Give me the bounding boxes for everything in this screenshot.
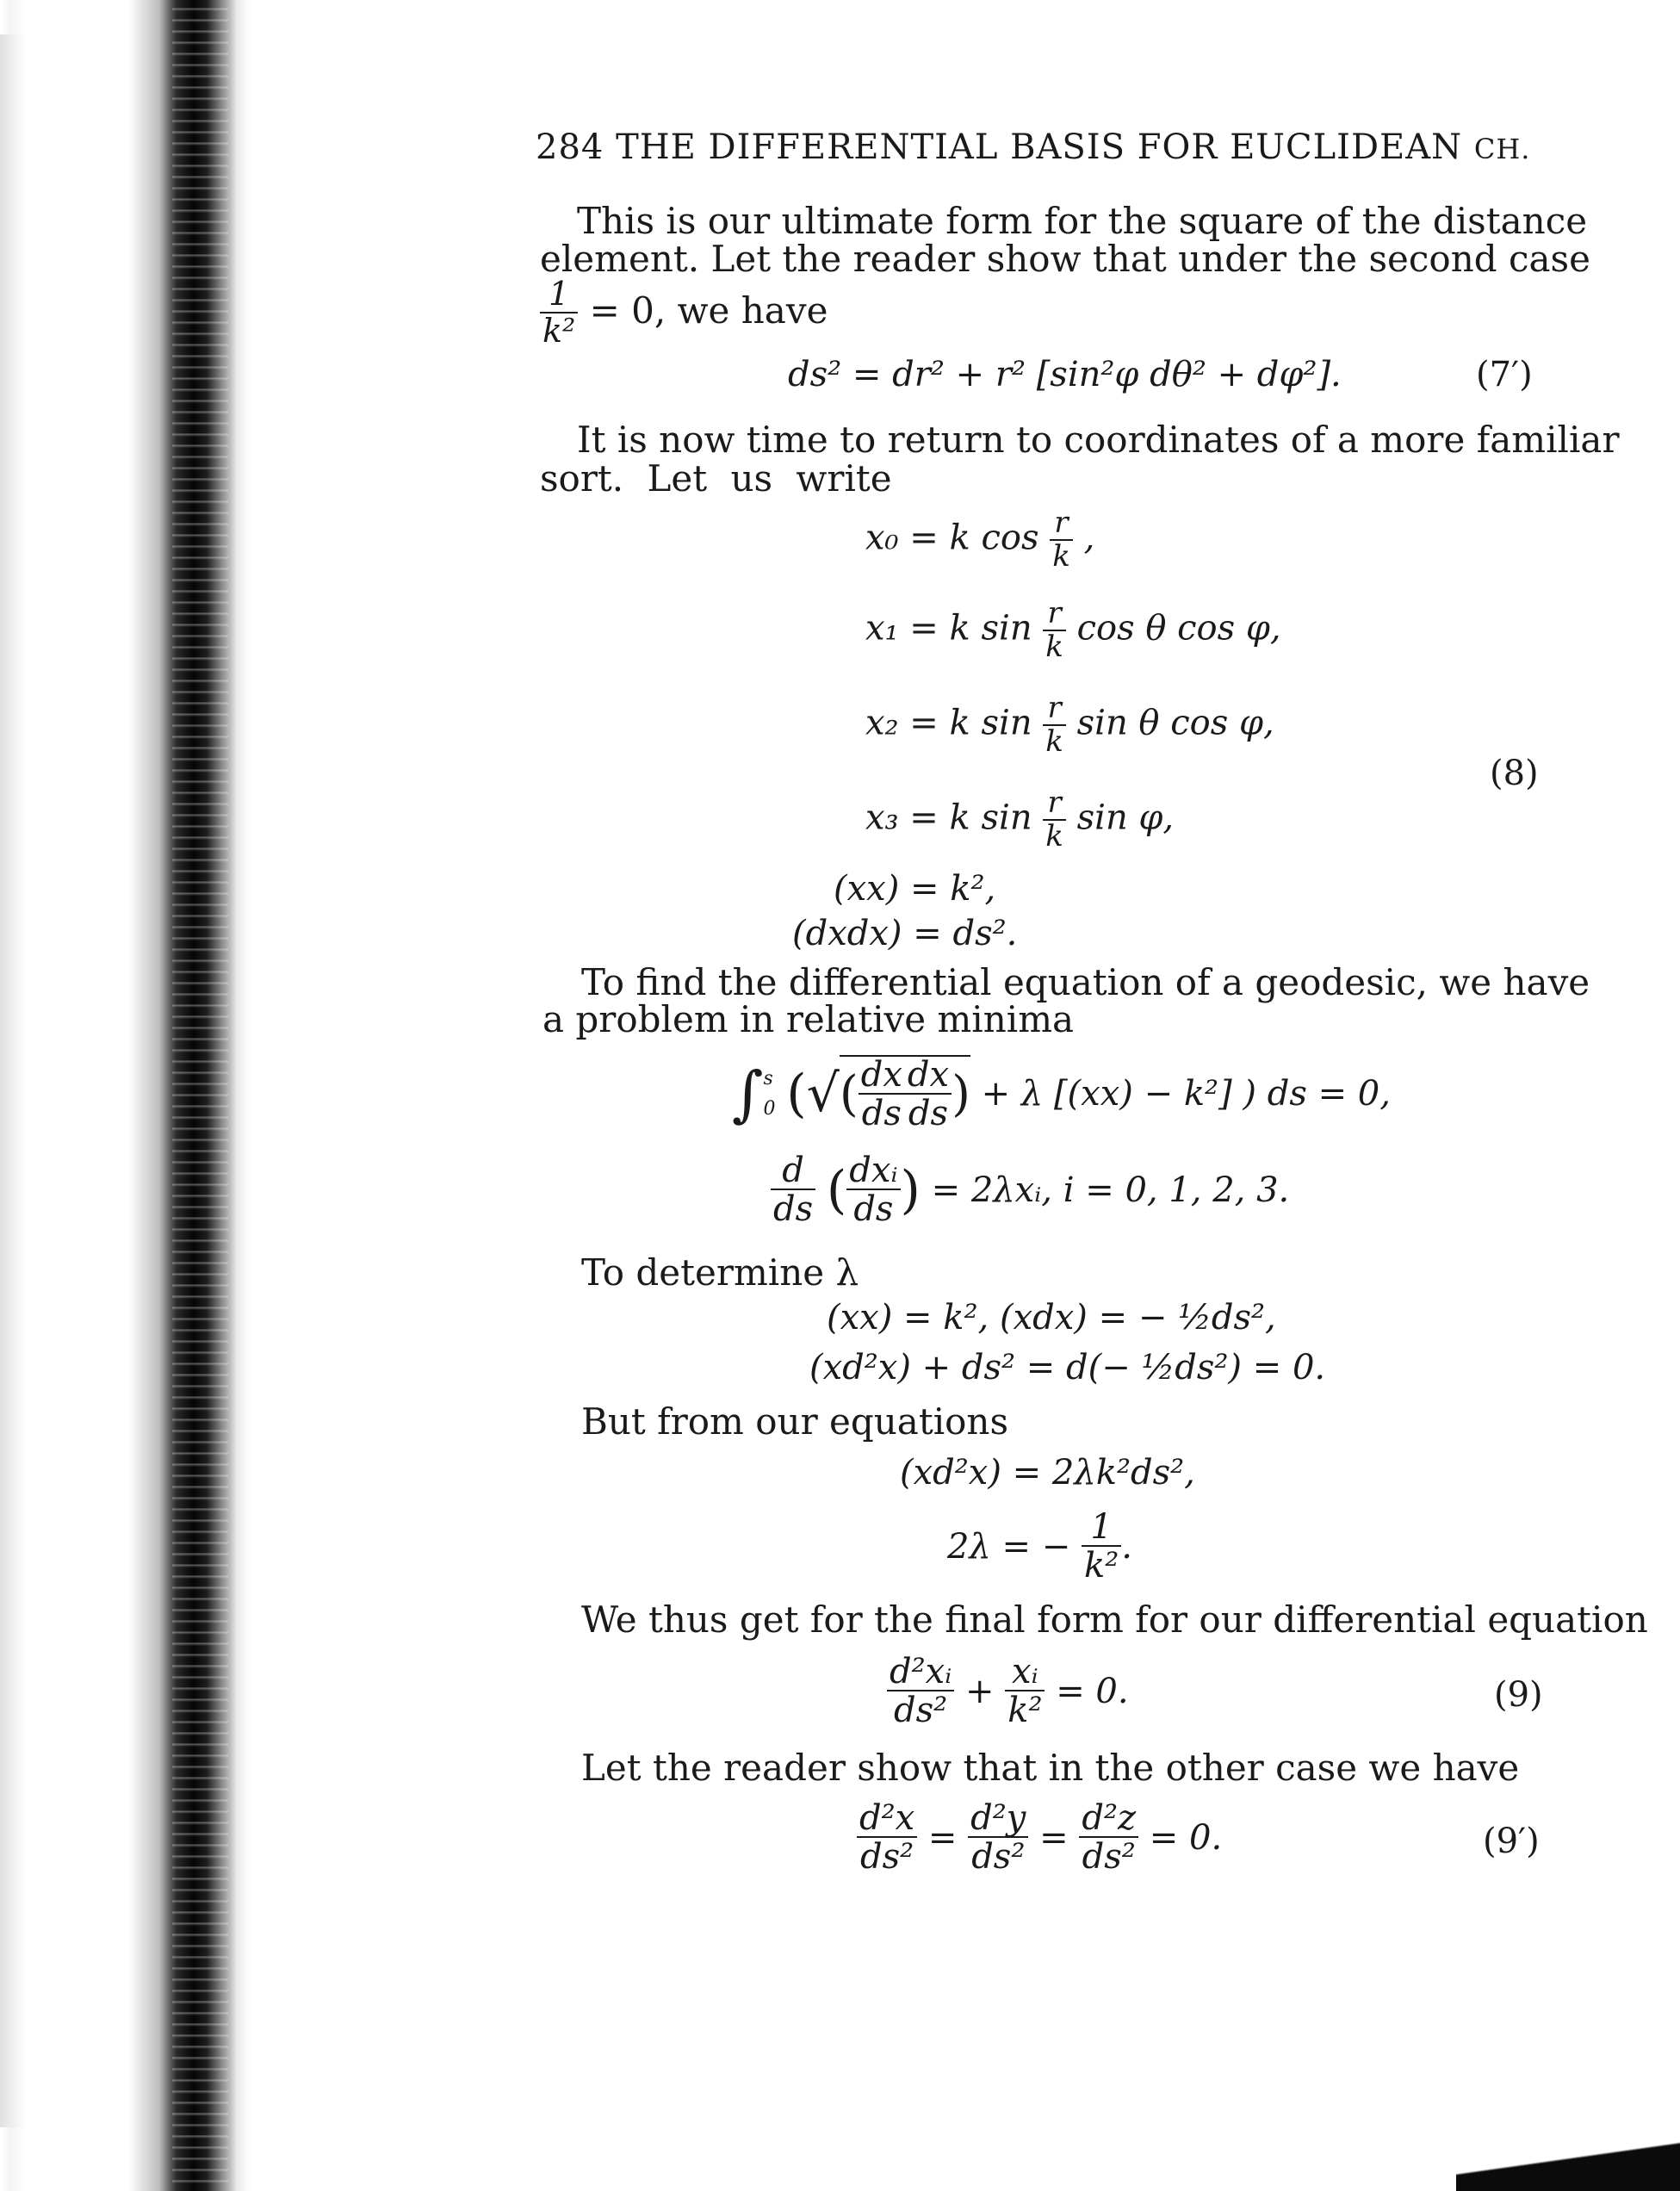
integral-sign: ∫ [732, 1058, 764, 1129]
lambda-equation-1: (xx) = k², (xdx) = − ½ds², [827, 1298, 1276, 1338]
from-equation-1: (xd²x) = 2λk²ds², [900, 1453, 1195, 1493]
equation-8-dxdx: (dxdx) = ds². [792, 914, 1018, 953]
equation-8-xx: (xx) = k², [834, 869, 996, 909]
equation-label: (9′) [1483, 1822, 1540, 1861]
paragraph-line: sort. Let us write [540, 457, 892, 500]
integral-equation: ∫ s 0 (√( $\frac{dx}{ds}$ $\frac{dx}{ds}$ ) + λ [(xx) − k²] ) ds = 0, [732, 1055, 1391, 1133]
book-binding-shadow [0, 0, 250, 2191]
paragraph-line: But from our equations [581, 1400, 1009, 1443]
paragraph-line: This is our ultimate form for the square of the distance [577, 200, 1588, 242]
paragraph-line: a problem in relative minima [542, 998, 1075, 1040]
equation-9: $\frac{\text{d²xᵢ}}{\text{ds²}}$ + $\frac{\text{xᵢ}}{\text{k²}}$ = 0. [887, 1654, 1129, 1729]
equation-9-prime: $\frac{\text{d²x}}{\text{ds²}}$ = $\frac{\text{d²y}}{\text{ds²}}$ = $\frac{\text{d²z}}{\text{ds²}}$ = 0. [857, 1800, 1222, 1876]
euler-lagrange-equation: $\frac{d}{ds}$ ( $\frac{\text{dxᵢ}}{ds}$ ) = 2λxᵢ, i = 0, 1, 2, 3. [771, 1152, 1289, 1228]
equation-8-row: x₂ = k sin $\frac{r}{k}$ sin θ cos φ, [865, 691, 1274, 759]
paragraph-line: element. Let the reader show that under the second case [540, 238, 1590, 280]
equation-8-row: x₃ = k sin $\frac{r}{k}$ sin φ, [865, 785, 1175, 853]
equation-label: (8) [1490, 754, 1539, 793]
running-head [536, 127, 1530, 167]
page-number: 284 [536, 127, 604, 167]
equation-label: (7′) [1476, 355, 1533, 394]
paragraph-line: To determine λ [581, 1251, 859, 1294]
from-equation-2: 2λ = − $\frac{1}{\text{k²}}$ . [947, 1507, 1132, 1586]
lambda-equation-2: (xd²x) + ds² = d(− ½ds²) = 0. [809, 1348, 1326, 1387]
scan-corner-shadow [1456, 2113, 1680, 2191]
equation-7-prime: ds² = dr² + r² [sin²φ dθ² + dφ²]. [788, 355, 1342, 394]
running-head-title: THE DIFFERENTIAL BASIS FOR EUCLIDEAN [616, 127, 1463, 167]
running-head-suffix: CH. [1473, 133, 1531, 165]
equation-8-row: x₁ = k sin $\frac{r}{k}$ cos θ cos φ, [865, 596, 1281, 664]
paragraph-line: It is now time to return to coordinates of a more familiar [577, 419, 1620, 461]
page-edge [0, 34, 26, 2127]
equation-label: (9) [1494, 1675, 1543, 1715]
paragraph-line: Let the reader show that in the other case we have [581, 1747, 1520, 1789]
equation-8-row: x₀ = k cos $\frac{r}{k}$ , [865, 506, 1095, 574]
paragraph-line: We thus get for the final form for our differential equation [581, 1598, 1648, 1641]
fraction: $\frac{1}{\text{k²}}$ [540, 277, 578, 350]
paragraph-line: $\frac{1}{\text{k²}}$ = 0, we have [540, 277, 828, 350]
radical-sign: √ [806, 1064, 840, 1124]
paragraph-line: To find the differential equation of a geodesic, we have [581, 961, 1590, 1003]
